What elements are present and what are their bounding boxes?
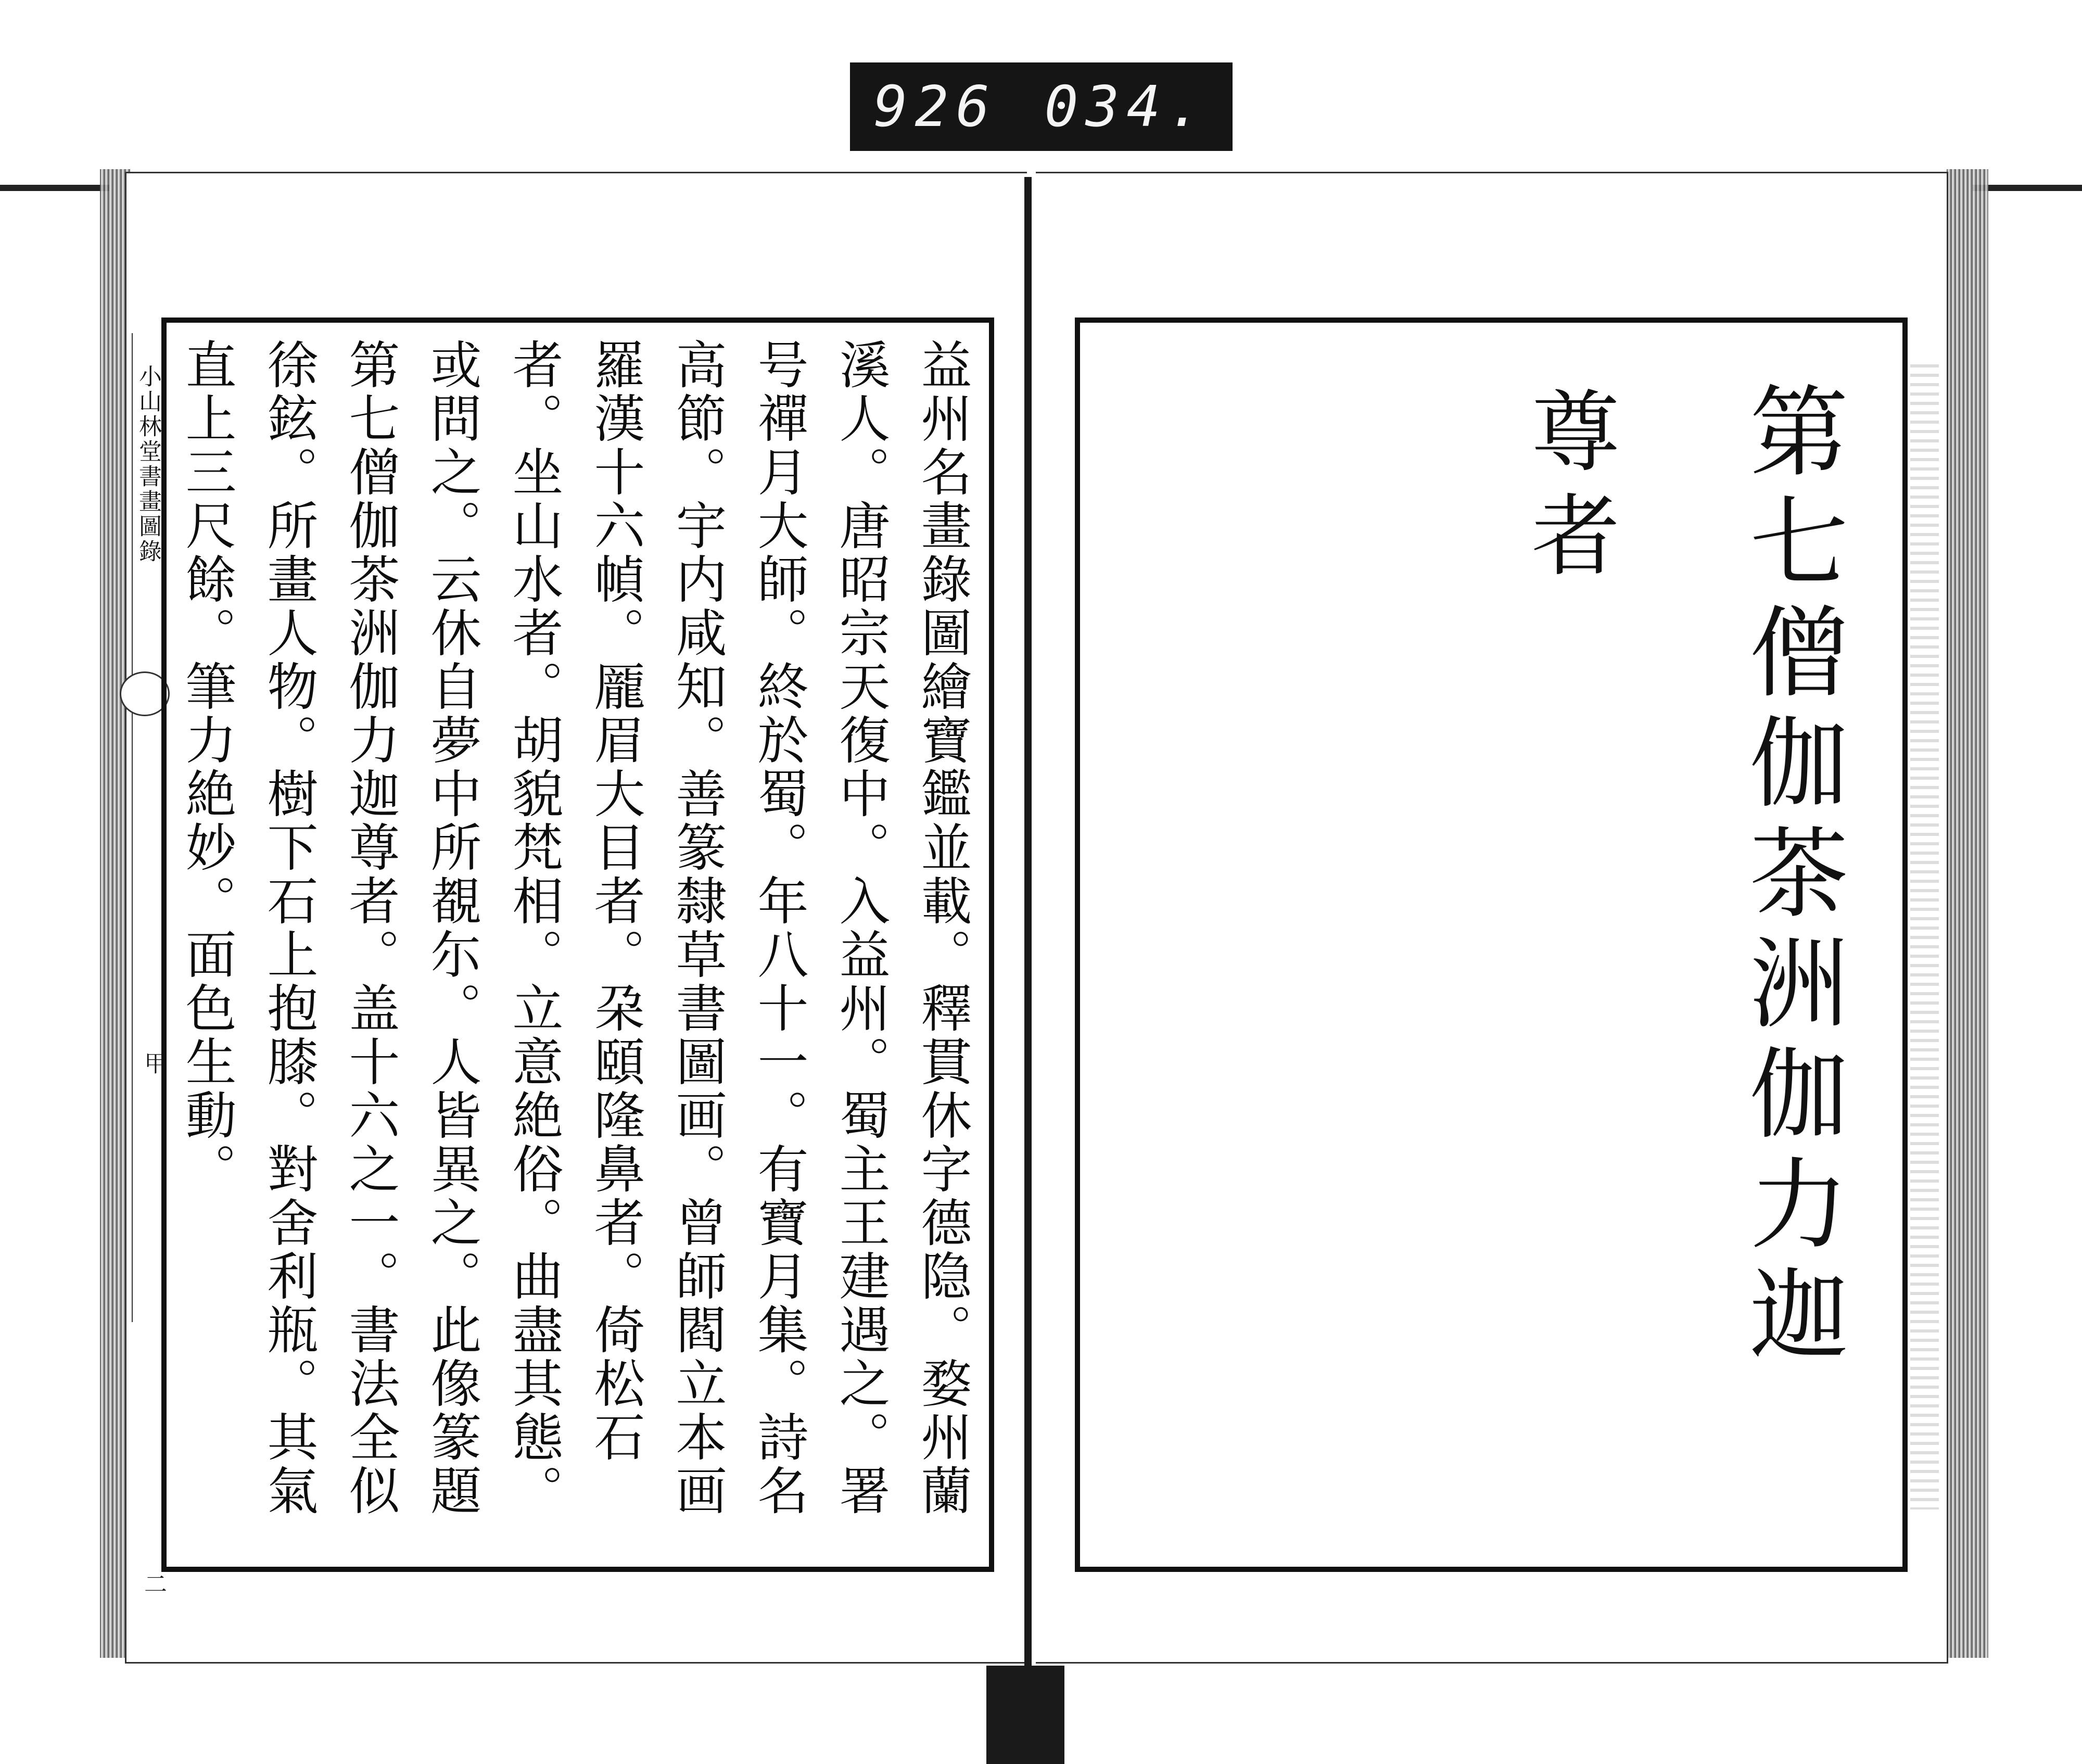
spine-foot [986, 1666, 1064, 1764]
margin-volume: 甲 [140, 1051, 167, 1074]
seal-script-name: 尊者 [1516, 385, 1619, 593]
top-rule-left [0, 185, 109, 191]
right-page-edges [1947, 169, 1988, 1658]
microfilm-frame-label [850, 62, 1233, 151]
margin-book-title: 小山林堂書畫圖錄 [135, 364, 161, 564]
frame-number: 034. [1044, 74, 1209, 139]
seal-script-title: 第七僧伽茶洲伽力迦 [1733, 380, 1848, 1373]
left-text-frame [161, 318, 994, 1572]
margin-line [132, 333, 133, 1322]
right-margin-bleedthrough [1910, 364, 1939, 1509]
reel-number: 926 [873, 74, 997, 139]
top-rule-right [1973, 185, 2082, 191]
margin-leaf-number: 二 [140, 1572, 167, 1595]
right-title-frame [1075, 318, 1908, 1572]
book-spine [1024, 177, 1032, 1666]
colophon-text: 益州名畫錄圖繪寶鑑並載。釋貫休字德隐。婺州蘭溪人。唐昭宗天復中。入益州。蜀主王建遇之。署号禪月大師。終於蜀。年八十一。有寶月集。詩名高節。宇内咸知。善篆隸草書圖画。曾師閻立本画羅漢十六幀。龎眉大目者。朶頤隆鼻者。倚松石者。坐山水者。胡貌梵相。立意絶俗。曲盡其態。或問之。云休自夢中所覩尓。人皆異之。此像篆題第七僧伽茶洲伽力迦尊者。盖十六之一。書法全似徐鉉。所畫人物。樹下石上抱膝。對舍利瓶。其氣直上三尺餘。筆力絶妙。面色生動。 [177, 338, 972, 1518]
block-margin [130, 333, 167, 1595]
